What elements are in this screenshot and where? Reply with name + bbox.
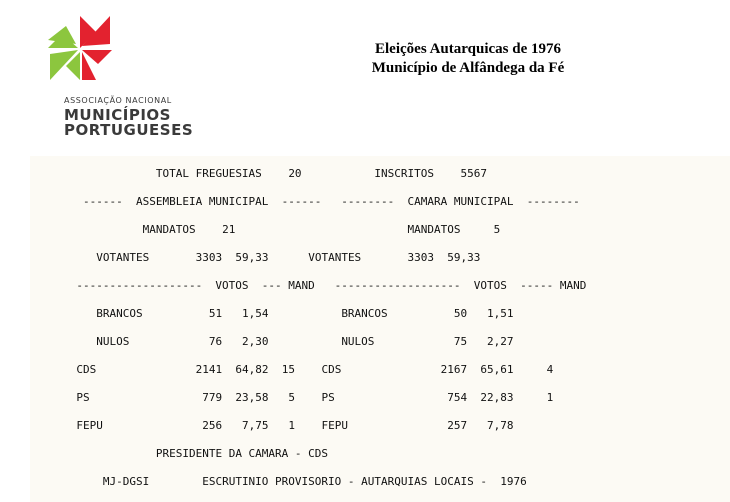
assembleia-mand bbox=[275, 335, 295, 348]
camara-pct: 22,83 bbox=[473, 391, 514, 404]
votantes-label: VOTANTES bbox=[308, 251, 408, 264]
presidente-camara: PRESIDENTE DA CAMARA - CDS bbox=[155, 447, 329, 460]
votantes-line bbox=[30, 244, 730, 272]
votantes-assembleia-pct: 59,33 bbox=[235, 251, 269, 264]
logo bbox=[46, 14, 194, 139]
camara-pct: 65,61 bbox=[473, 363, 514, 376]
party-label: CDS bbox=[76, 363, 196, 376]
votantes-camara-pct: 59,33 bbox=[447, 251, 481, 264]
camara-votos: 2167 bbox=[440, 363, 468, 376]
votantes-camara: 3303 bbox=[407, 251, 435, 264]
assembleia-mand: 15 bbox=[275, 363, 295, 376]
footer-code: MJ-DGSI bbox=[102, 475, 150, 488]
assembleia-votos: 51 bbox=[195, 307, 223, 320]
assembleia-mand bbox=[275, 307, 295, 320]
party-label: CDS bbox=[321, 363, 441, 376]
camara-pct: 1,51 bbox=[473, 307, 514, 320]
assembleia-pct: 23,58 bbox=[228, 391, 269, 404]
assembleia-pct: 2,30 bbox=[228, 335, 269, 348]
result-row-nulos bbox=[30, 328, 730, 356]
mandatos-label: MANDATOS bbox=[407, 223, 461, 236]
assembleia-votos: 779 bbox=[195, 391, 223, 404]
assembleia-votos: 256 bbox=[195, 419, 223, 432]
party-label: NULOS bbox=[341, 335, 441, 348]
footer-year: 1976 bbox=[500, 475, 527, 488]
inscritos-label: INSCRITOS bbox=[374, 167, 435, 180]
party-label: NULOS bbox=[96, 335, 196, 348]
party-label: BRANCOS bbox=[341, 307, 441, 320]
votantes-assembleia: 3303 bbox=[195, 251, 223, 264]
title-line-2: Município de Alfândega da Fé bbox=[371, 60, 565, 76]
assembleia-mand: 1 bbox=[275, 419, 295, 432]
report-body bbox=[30, 156, 730, 496]
camara-votos: 75 bbox=[440, 335, 468, 348]
mandatos-label: MANDATOS bbox=[142, 223, 196, 236]
camara-mand bbox=[533, 335, 553, 348]
total-freguesias-label: TOTAL FREGUESIAS bbox=[155, 167, 262, 180]
assembleia-pct: 7,75 bbox=[228, 419, 269, 432]
assembleia-pct: 1,54 bbox=[228, 307, 269, 320]
votos-header-left: ------------------- VOTOS --- MAND bbox=[76, 279, 315, 292]
camara-mand: 1 bbox=[533, 391, 554, 404]
votos-header-right: ------------------- VOTOS ----- MAND bbox=[334, 279, 587, 292]
assembleia-mand: 5 bbox=[275, 391, 295, 404]
result-row-ps bbox=[30, 384, 730, 412]
mandatos-line bbox=[30, 216, 730, 244]
party-label: FEPU bbox=[76, 419, 196, 432]
mandatos-camara: 5 bbox=[493, 223, 501, 236]
logo-title-line2: PORTUGUESES bbox=[64, 121, 194, 139]
assembleia-votos: 2141 bbox=[195, 363, 223, 376]
election-report bbox=[30, 156, 730, 502]
assembleia-pct: 64,82 bbox=[228, 363, 269, 376]
assembleia-header: ------ ASSEMBLEIA MUNICIPAL ------ bbox=[82, 195, 322, 208]
logo-subtitle: ASSOCIAÇÃO NACIONAL bbox=[64, 96, 172, 105]
camara-mand bbox=[533, 419, 553, 432]
total-freguesias-value: 20 bbox=[288, 167, 302, 180]
pinwheel-logo-icon bbox=[46, 14, 116, 82]
result-row-cds bbox=[30, 356, 730, 384]
presidente-line bbox=[30, 440, 730, 468]
assembleia-votos: 76 bbox=[195, 335, 223, 348]
votos-header-line bbox=[30, 272, 730, 300]
camara-votos: 754 bbox=[440, 391, 468, 404]
totals-line bbox=[30, 160, 730, 188]
camara-pct: 7,78 bbox=[473, 419, 514, 432]
camara-mand: 4 bbox=[533, 363, 554, 376]
camara-header: -------- CAMARA MUNICIPAL -------- bbox=[341, 195, 580, 208]
votantes-label: VOTANTES bbox=[96, 251, 196, 264]
footer-description: ESCRUTINIO PROVISORIO - AUTARQUIAS LOCAIS - bbox=[202, 475, 487, 488]
camara-mand bbox=[533, 307, 553, 320]
page-title bbox=[300, 40, 636, 78]
mandatos-assembleia: 21 bbox=[222, 223, 236, 236]
party-label: PS bbox=[321, 391, 441, 404]
footer-line bbox=[30, 468, 730, 496]
party-label: BRANCOS bbox=[96, 307, 196, 320]
party-label: PS bbox=[76, 391, 196, 404]
camara-votos: 257 bbox=[440, 419, 468, 432]
section-headers bbox=[30, 188, 730, 216]
logo-title-line1: MUNICÍPIOS bbox=[64, 106, 171, 124]
inscritos-value: 5567 bbox=[460, 167, 488, 180]
result-row-fepu bbox=[30, 412, 730, 440]
camara-pct: 2,27 bbox=[473, 335, 514, 348]
party-label: FEPU bbox=[321, 419, 441, 432]
camara-votos: 50 bbox=[440, 307, 468, 320]
title-line-1: Eleições Autarquicas de 1976 bbox=[375, 41, 561, 57]
result-row-brancos bbox=[30, 300, 730, 328]
